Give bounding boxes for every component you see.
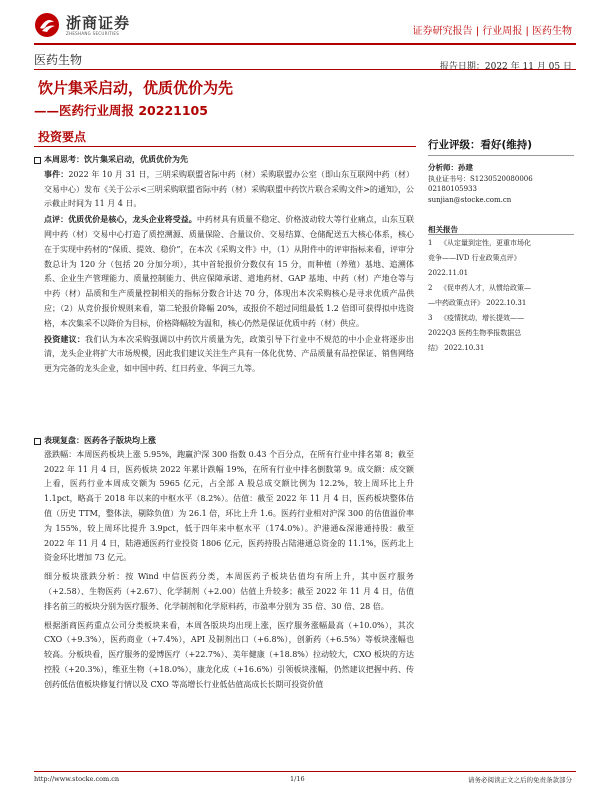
sector-divider: [34, 69, 576, 70]
related-report-item[interactable]: 2 《促申药人才，从惯给政策— —中药政策点评》 2022.10.31: [428, 284, 531, 307]
footer-divider: [34, 771, 576, 772]
report-title: 饮片集采启动，优质优价为先: [38, 79, 234, 97]
header-divider: [34, 43, 576, 45]
performance-paragraph: 涨跌幅：本周医药板块上涨 5.95%，跑赢沪深 300 指数 0.43 个百分点，在所有行业中排名第 8；截至 2022 年 11 月 4 日，医药板块 2022 年累计跌幅 19%，在所有行业中排名倒数第 9。成交额：成交额上看，医药行业本周成交额为 5965 亿元，占全部 A 股总成交额比例为 12.2%，较上周环比上升 1.1pct，略高于 2018 年以来的中枢水平（8.2%）。估值：截至 2022 年 11 月 4 日，医药板块整体估值（历史 TTM，整体法，剔除负值）为 26.1 倍，环比上升 1.6。医药行业相对沪深 300 的估值溢价率为 155%，较上周环比提升 3.9pct，低于四年来中枢水平（174.0%）。沪港通&深港通持股：截至 2022 年 11 月 4 日，陆港通医药行业投资 1806 亿元，医药持股占陆港通总资金的 11.1%，医药北上资金环比增加 73 亿元。: [44, 449, 414, 563]
industry-rating: 行业评级：看好(维持): [428, 139, 533, 151]
section-divider: [34, 146, 416, 147]
section-heading: 投资要点: [38, 130, 87, 144]
report-type-tags: 证券研究报告 | 行业周报 | 医药生物: [412, 26, 572, 37]
event-paragraph: 事件：2022 年 10 月 31 日，三明采购联盟省际中药（材）采购联盟办公室（即山东互联网中药（材）交易中心）发布《关于公示<三明采购联盟省际中药（材）采购联盟中药饮片联合采购文件>的通知》，公示截止时间为 11 月 4 日。: [44, 168, 415, 209]
related-divider: [428, 234, 574, 235]
company-name-cn: 浙商证券: [66, 13, 131, 32]
comment-paragraph: 点评：优质优价是核心，龙头企业将受益。中药材具有质量不稳定、价格波动较大等行业痛点，山东互联网中药（材）交易中心打造了质控溯源、质量保险、合量议价、交易结算、仓储配送五大核心体系，核心在于实现中药材的“保质、提效、稳价”，在本次《采购文件》中，（1）从附件中的评审指标来看，评审分数总计为 120 分（包括 20 分加分项），其中首轮报价分数仅有 15 分，而种植（养殖）基地、追溯体系、企业生产管理能力、质量控制能力、供应保障承诺、道地药材、GAP 基地、中药（材）产地仓等与中药（材）品质和生产质量控制相关的指标分数合计达 70 分，体现出本次采购核心是寻求优质产品供应；（2）从竞价报价规则来看，第二轮报价降幅 20%，或报价不超过同组最低 1.2 倍即可获得拟中选资格，本次集采不以降价为目标，价格降幅较为温和，核心仍然是保证优质中药（材）供应。: [44, 214, 414, 328]
performance-heading: 表现复盘：医药各子版块均上涨: [44, 435, 156, 445]
company-name-en: ZHESHANG SECURITIES: [66, 30, 120, 36]
analyst-phone: 02180105933: [428, 185, 477, 193]
main-text-block-2: [44, 433, 414, 693]
page-number: 1/16: [290, 775, 305, 783]
investment-advice-paragraph: 投资建议：我们认为本次采购强调以中药饮片质量为先，政策引导下行业中不规范的中小企业将逐步出清，龙头企业将扩大市场规模，因此我们建议关注生产具有一体化优势、产品质量有品控保证、销售网络更为完备的龙头企业，如中国中药、红日药业、华润三九等。: [44, 333, 415, 374]
related-reports-heading: 相关报告: [428, 225, 458, 234]
rating-divider: [428, 155, 574, 156]
footer-url[interactable]: http://www.stocke.com.cn: [34, 775, 120, 783]
bullet-square-icon: [34, 157, 41, 164]
sector-label: 医药生物: [34, 53, 83, 67]
bullet-square-icon: [34, 438, 41, 445]
report-date: 报告日期：2022 年 11 月 05 日: [439, 62, 572, 72]
analyst-email[interactable]: sunjian@stocke.com.cn: [428, 195, 512, 204]
key-company-paragraph: 根据浙商医药重点公司分类板块来看，本周各版块均出现上涨，医疗服务涨幅最高（+10.0%），其次 CXO（+9.3%），医药商业（+7.4%），API 及制剂出口（+6.8%），创新药（+6.5%）等板块涨幅也较高。分板块看，医疗服务的爱博医疗（+22.7%）、美年健康（+18.8%）拉动较大，CXO 板块的方达控股（+20.3%），维亚生物（+18.0%），康龙化成（+16.6%）引领板块涨幅，仍然建议把握中药、传创药低估值板块修复行情以及 CXO 等高增长行业低估值高成长长期可投资价值: [44, 620, 414, 689]
company-logo: [34, 12, 130, 38]
analyst-cert: 执业证书号：S1230520080006: [428, 174, 533, 183]
subsector-paragraph: 细分板块涨跌分析：按 Wind 中信医药分类，本周医药子板块估值均有所上升，其中医疗服务（+2.58）、生物医药（+2.67）、化学制剂（+2.00）估值上升较多；截至 2022 年 11 月 4 日，估值排名前三的板块分别为医疗服务、化学制剂和化学原料药，市盈率分别为 35 倍、30 倍、28 倍。: [44, 572, 414, 611]
company-logo-icon: [34, 12, 60, 38]
related-report-item[interactable]: 3 《疫情扰动，增长提效—— 2022Q3 医药生物季报数据总 结》 2022.10.31: [428, 314, 524, 352]
weekly-thought-heading: 本周思考：饮片集采启动，优质优价为先: [44, 154, 188, 164]
main-text-block-1: [44, 152, 414, 377]
analyst-name: 分析师：孙建: [428, 163, 473, 172]
related-report-item[interactable]: 1 《从定量到定性，更重市场化 竞争——IVD 行业政策点评》 2022.11.01: [428, 239, 531, 277]
report-subtitle: ——医药行业周报 20221105: [34, 103, 208, 118]
analyst-info: [428, 163, 578, 205]
footer-disclaimer: 请务必阅读正文之后的免责条款部分: [468, 776, 572, 784]
